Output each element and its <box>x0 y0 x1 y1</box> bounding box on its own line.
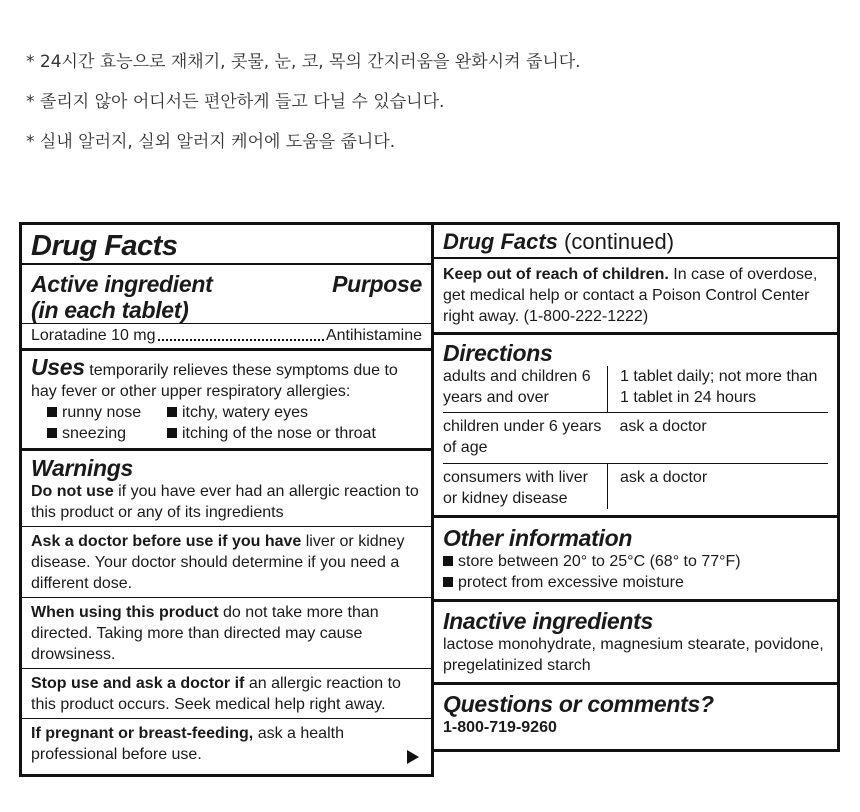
use-item: sneezing <box>62 425 127 442</box>
active-ingredient-heading: Active ingredient <box>31 271 213 297</box>
inactive-ingredients-section <box>434 602 837 685</box>
continued-title: Drug Facts <box>443 229 558 254</box>
bullet-square-icon <box>47 407 57 417</box>
bullet-square-icon <box>167 407 177 417</box>
questions-section <box>434 685 837 744</box>
bullet-square-icon <box>47 428 57 438</box>
purpose-heading: Purpose <box>332 271 422 297</box>
korean-bullet: * 졸리지 않아 어디서든 편안하게 들고 다닐 수 있습니다. <box>26 92 445 112</box>
ingredient-name: Loratadine 10 mg <box>31 327 156 344</box>
bullet-square-icon <box>167 428 177 438</box>
table-row <box>443 413 828 464</box>
directions-table <box>443 366 828 509</box>
uses-heading: Uses <box>31 354 85 380</box>
drug-facts-panel <box>19 222 434 777</box>
other-item: protect from excessive moisture <box>458 574 684 591</box>
use-item: itchy, watery eyes <box>182 404 308 421</box>
warnings-heading: Warnings <box>31 455 133 481</box>
warnings-section <box>22 451 431 768</box>
directions-section <box>434 335 837 518</box>
keep-out-section <box>434 259 837 335</box>
korean-bullet: * 실내 알러지, 실외 알러지 케어에 도움을 줍니다. <box>26 132 396 152</box>
directions-who: adults and children 6 years and over <box>443 366 608 413</box>
bullet-square-icon <box>443 577 453 587</box>
continued-title-section <box>434 225 837 259</box>
warning-pregnant-text: ask a health professional before use. <box>31 725 344 763</box>
drug-facts-title: Drug Facts <box>31 230 178 262</box>
dot-leader <box>158 339 324 341</box>
other-item: store between 20° to 25°C (68° to 77°F) <box>458 553 741 570</box>
other-information-heading: Other information <box>443 525 633 551</box>
table-row <box>443 464 828 510</box>
active-ingredient-section <box>22 265 431 351</box>
active-ingredient-sub: (in each tablet) <box>31 297 189 323</box>
warning-ask-doctor-text: liver or kidney disease. Your doctor should determine if you need a different dose. <box>31 533 405 592</box>
continue-arrow-icon <box>407 750 419 764</box>
keep-out-text: In case of overdose, get medical help or contact a Poison Control Center right away. (1-800-222-1222) <box>443 266 818 325</box>
warning-stop-use-text: an allergic reaction to this product occurs. Seek medical help right away. <box>31 675 401 713</box>
warning-stop-use-bold: Stop use and ask a doctor if <box>31 675 245 692</box>
ingredient-purpose: Antihistamine <box>325 327 422 344</box>
warning-do-not-use-bold: Do not use <box>31 483 114 500</box>
directions-dose: ask a doctor <box>608 413 829 464</box>
korean-bullet: * 24시간 효능으로 재채기, 콧물, 눈, 코, 목의 간지러움을 완화시켜 줍니다. <box>26 52 581 72</box>
use-item: itching of the nose or throat <box>182 425 376 442</box>
bullet-square-icon <box>443 556 453 566</box>
warning-do-not-use-text: if you have ever had an allergic reaction to this product or any of its ingredients <box>31 483 419 521</box>
inactive-ingredients-heading: Inactive ingredients <box>443 608 654 634</box>
keep-out-bold: Keep out of reach of children. <box>443 266 669 283</box>
directions-who: children under 6 years of age <box>443 413 608 464</box>
uses-section <box>22 351 431 451</box>
directions-dose: 1 tablet daily; not more than 1 tablet in 24 hours <box>608 366 829 413</box>
uses-text: temporarily relieves these symptoms due to <box>84 362 398 379</box>
table-row <box>443 366 828 413</box>
korean-description <box>26 52 826 172</box>
drug-facts-continued-panel <box>431 222 840 752</box>
warning-when-using-text: do not take more than directed. Taking more than directed may cause drowsiness. <box>31 604 379 663</box>
warning-when-using-bold: When using this product <box>31 604 219 621</box>
drug-facts-title-section <box>22 225 431 265</box>
directions-heading: Directions <box>443 340 553 366</box>
use-item: runny nose <box>62 404 142 421</box>
questions-heading: Questions or comments? <box>443 691 714 717</box>
continued-label: (continued) <box>557 229 675 254</box>
other-information-section <box>434 518 837 602</box>
directions-dose: ask a doctor <box>620 469 708 486</box>
directions-who: consumers with liver or kidney disease <box>443 464 608 510</box>
inactive-ingredients-text: lactose monohydrate, magnesium stearate, povidone, pregelatinized starch <box>443 636 824 674</box>
warning-pregnant-bold: If pregnant or breast-feeding, <box>31 725 254 742</box>
uses-text-2: hay fever or other upper respiratory allergies: <box>31 383 351 400</box>
warning-ask-doctor-bold: Ask a doctor before use if you have <box>31 533 302 550</box>
questions-phone: 1-800-719-9260 <box>443 719 557 736</box>
